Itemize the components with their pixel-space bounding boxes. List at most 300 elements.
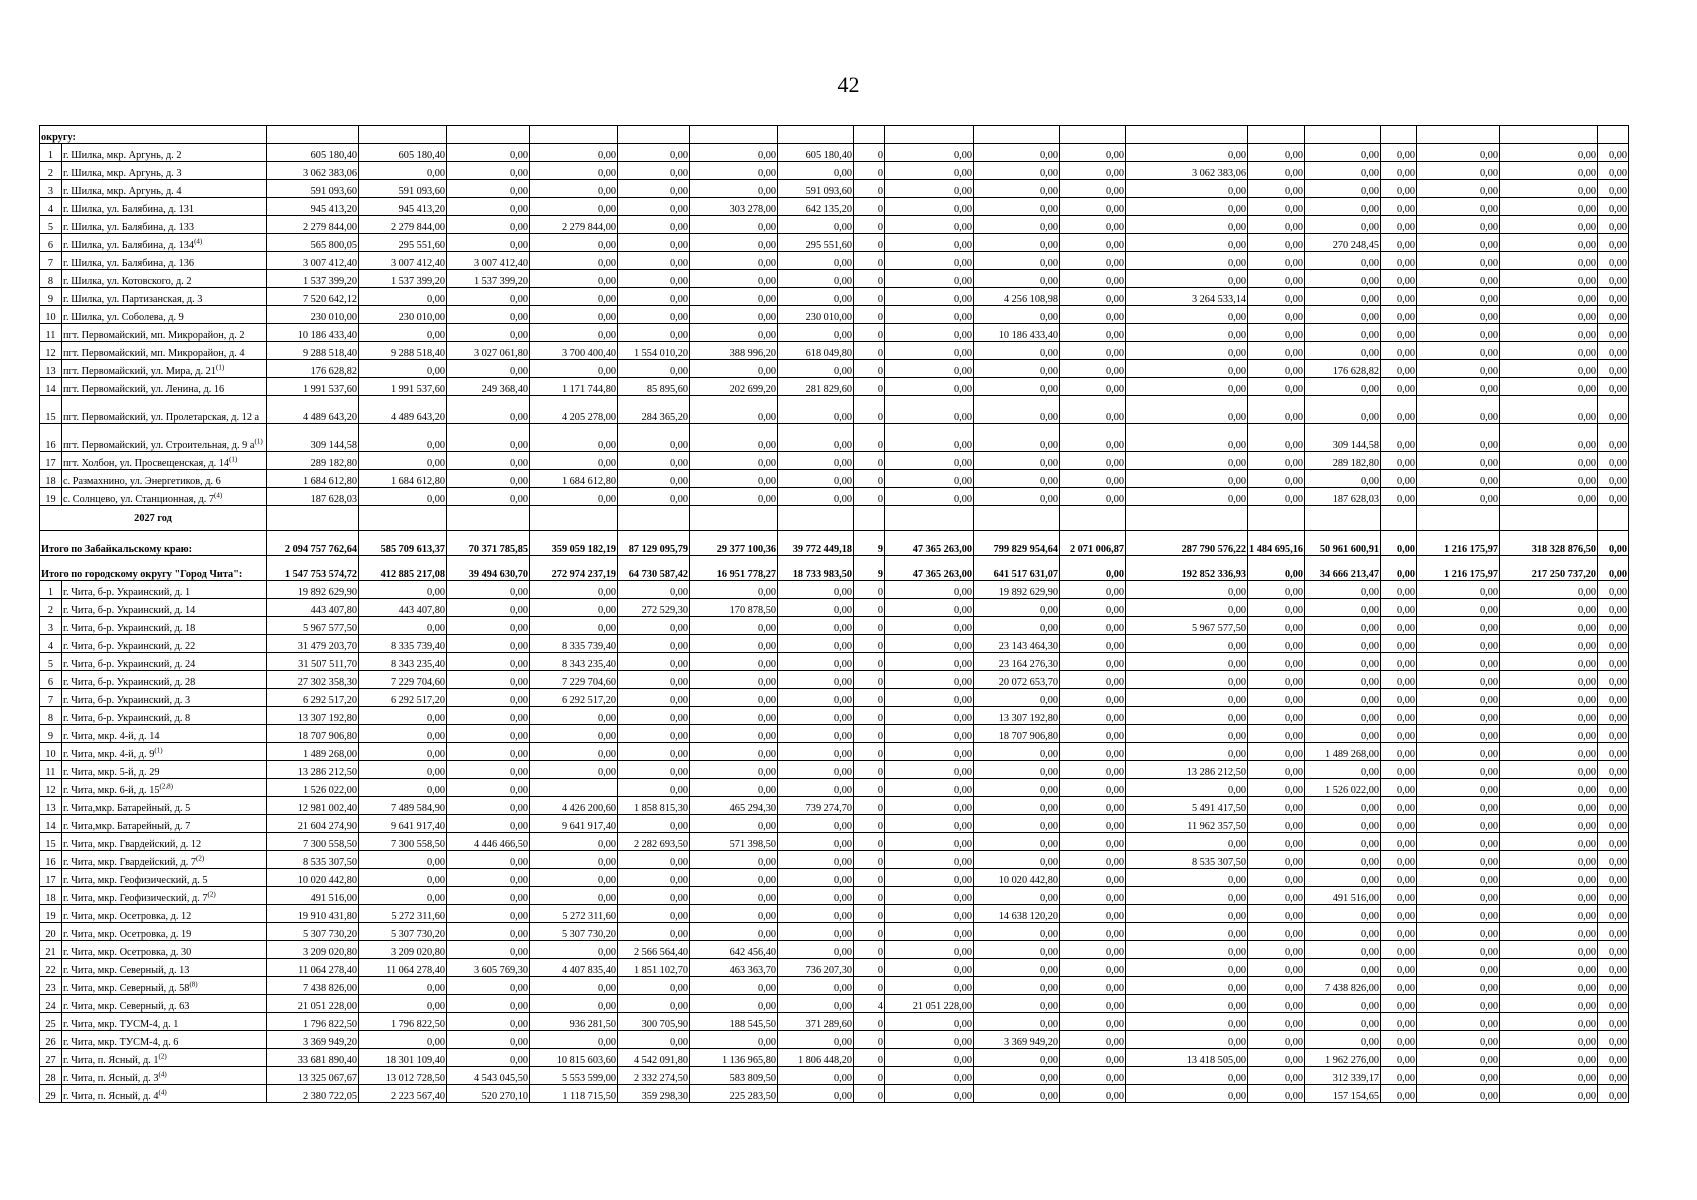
total-value-cell: 217 250 737,20: [1500, 556, 1598, 581]
value-cell: 520 270,10: [447, 1085, 530, 1103]
value-cell: 0,00: [1598, 324, 1629, 342]
value-cell: 0,00: [1381, 452, 1417, 470]
value-cell: 0,00: [1060, 470, 1126, 488]
value-cell: 0,00: [447, 424, 530, 452]
value-cell: 0,00: [1598, 1085, 1629, 1103]
value-cell: 0,00: [1126, 198, 1248, 216]
value-cell: 188 545,50: [690, 1013, 778, 1031]
value-cell: 0,00: [690, 396, 778, 424]
value-cell: 0,00: [1126, 905, 1248, 923]
value-cell: 0,00: [359, 581, 447, 599]
total-value-cell: 318 328 876,50: [1500, 531, 1598, 556]
value-cell: 0,00: [1060, 1049, 1126, 1067]
value-cell: 0,00: [885, 324, 974, 342]
value-cell: 187 628,03: [1305, 488, 1381, 506]
value-cell: 0,00: [778, 905, 854, 923]
table-row: [40, 1031, 1629, 1049]
value-cell: 7 438 826,00: [1305, 977, 1381, 995]
value-cell: 0,00: [974, 360, 1060, 378]
value-cell: 0,00: [447, 725, 530, 743]
value-cell: 0,00: [778, 671, 854, 689]
value-cell: 642 135,20: [778, 198, 854, 216]
value-cell: 0,00: [1500, 452, 1598, 470]
value-cell: 7 520 642,12: [267, 288, 359, 306]
value-cell: 565 800,05: [267, 234, 359, 252]
table-row: [40, 779, 1629, 797]
footnote-marker: (4): [158, 1070, 167, 1079]
value-cell: 0,00: [1060, 270, 1126, 288]
value-cell: 0,00: [1598, 851, 1629, 869]
section-label: округу:: [40, 126, 267, 144]
value-cell: 0: [854, 424, 885, 452]
value-cell: 8 335 739,40: [359, 635, 447, 653]
value-cell: 7 229 704,60: [359, 671, 447, 689]
value-cell: 0,00: [1500, 851, 1598, 869]
address-cell: [62, 743, 267, 761]
value-cell: 0,00: [359, 869, 447, 887]
address-text: г. Чита,мкр. Батарейный, д. 5: [63, 803, 191, 814]
value-cell: 0,00: [530, 452, 618, 470]
value-cell: 0,00: [1500, 941, 1598, 959]
value-cell: 0,00: [618, 424, 690, 452]
total-value-cell: 18 733 983,50: [778, 556, 854, 581]
value-cell: 0,00: [1126, 470, 1248, 488]
value-cell: 0,00: [690, 216, 778, 234]
page-number: 42: [837, 72, 860, 97]
total-value-cell: 2 094 757 762,64: [267, 531, 359, 556]
value-cell: 0,00: [1248, 396, 1305, 424]
empty-cell: [1500, 126, 1598, 144]
value-cell: 0,00: [1598, 743, 1629, 761]
value-cell: 0,00: [1381, 941, 1417, 959]
value-cell: 0,00: [1381, 1031, 1417, 1049]
address-text: г. Чита, мкр. ТУСМ-4, д. 1: [63, 1019, 179, 1030]
total-value-cell: 50 961 600,91: [1305, 531, 1381, 556]
value-cell: 0,00: [974, 252, 1060, 270]
value-cell: 0,00: [1500, 887, 1598, 905]
housing-repair-table: [39, 125, 1629, 1103]
value-cell: 0,00: [1500, 144, 1598, 162]
table-row: [40, 180, 1629, 198]
value-cell: 0,00: [1381, 1013, 1417, 1031]
value-cell: 0,00: [1305, 581, 1381, 599]
address-cell: [62, 977, 267, 995]
table-body: [40, 126, 1629, 1103]
value-cell: 10 815 603,60: [530, 1049, 618, 1067]
total-value-cell: 34 666 213,47: [1305, 556, 1381, 581]
footnote-marker: (4): [194, 237, 203, 246]
value-cell: 0,00: [885, 725, 974, 743]
value-cell: 0,00: [1417, 815, 1500, 833]
value-cell: 0,00: [1500, 725, 1598, 743]
value-cell: 0,00: [1500, 252, 1598, 270]
row-number: 20: [40, 923, 62, 941]
value-cell: 0,00: [1060, 488, 1126, 506]
empty-cell: [1305, 126, 1381, 144]
table-row: [40, 599, 1629, 617]
value-cell: 0,00: [1598, 216, 1629, 234]
value-cell: 0,00: [1248, 470, 1305, 488]
value-cell: 0,00: [1248, 671, 1305, 689]
value-cell: 0,00: [618, 617, 690, 635]
value-cell: 0,00: [618, 488, 690, 506]
value-cell: 13 418 505,00: [1126, 1049, 1248, 1067]
address-cell: [62, 198, 267, 216]
value-cell: 0,00: [1500, 288, 1598, 306]
value-cell: 0,00: [1598, 288, 1629, 306]
table-row: [40, 743, 1629, 761]
address-cell: [62, 288, 267, 306]
value-cell: 7 229 704,60: [530, 671, 618, 689]
value-cell: 0,00: [1060, 869, 1126, 887]
value-cell: 0,00: [1305, 959, 1381, 977]
table-row: [40, 234, 1629, 252]
total-value-cell: 359 059 182,19: [530, 531, 618, 556]
value-cell: 0,00: [1126, 869, 1248, 887]
value-cell: 0,00: [690, 470, 778, 488]
value-cell: 0,00: [1305, 470, 1381, 488]
table-row: [40, 959, 1629, 977]
value-cell: 0,00: [1305, 198, 1381, 216]
value-cell: 0,00: [1126, 306, 1248, 324]
value-cell: 0: [854, 779, 885, 797]
address-text: г. Чита, мкр. 5-й, д. 29: [63, 767, 160, 778]
value-cell: 0,00: [447, 815, 530, 833]
value-cell: 0,00: [1598, 977, 1629, 995]
value-cell: 0,00: [1126, 833, 1248, 851]
value-cell: 0: [854, 288, 885, 306]
address-cell: [62, 424, 267, 452]
value-cell: 0,00: [1500, 324, 1598, 342]
address-text: г. Чита, мкр. 4-й, д. 14: [63, 731, 160, 742]
value-cell: 0,00: [1305, 1013, 1381, 1031]
value-cell: 12 981 002,40: [267, 797, 359, 815]
value-cell: 0,00: [1248, 635, 1305, 653]
value-cell: 3 027 061,80: [447, 342, 530, 360]
row-number: 4: [40, 198, 62, 216]
value-cell: 23 143 464,30: [974, 635, 1060, 653]
empty-cell: [974, 506, 1060, 531]
value-cell: 289 182,80: [1305, 452, 1381, 470]
table-row: [40, 198, 1629, 216]
value-cell: 0,00: [778, 851, 854, 869]
value-cell: 0,00: [1126, 1067, 1248, 1085]
value-cell: 0,00: [1598, 959, 1629, 977]
value-cell: 7 438 826,00: [267, 977, 359, 995]
table-row: [40, 252, 1629, 270]
value-cell: 0,00: [974, 488, 1060, 506]
value-cell: 0,00: [1381, 288, 1417, 306]
value-cell: 0,00: [885, 470, 974, 488]
section-header-row: [40, 126, 1629, 144]
value-cell: 0,00: [618, 923, 690, 941]
value-cell: 0,00: [1598, 144, 1629, 162]
value-cell: 0,00: [1248, 941, 1305, 959]
value-cell: 0,00: [1500, 779, 1598, 797]
address-cell: [62, 779, 267, 797]
value-cell: 0,00: [1500, 470, 1598, 488]
value-cell: 0,00: [1248, 743, 1305, 761]
value-cell: 0,00: [447, 635, 530, 653]
footnote-marker: (2): [158, 1052, 167, 1061]
value-cell: 0,00: [1248, 689, 1305, 707]
row-number: 10: [40, 306, 62, 324]
total-value-cell: 0,00: [1060, 556, 1126, 581]
address-cell: [62, 581, 267, 599]
value-cell: 0,00: [447, 288, 530, 306]
table-row: [40, 851, 1629, 869]
table-row: [40, 617, 1629, 635]
value-cell: 312 339,17: [1305, 1067, 1381, 1085]
value-cell: 0,00: [1417, 995, 1500, 1013]
value-cell: 3 209 020,80: [267, 941, 359, 959]
value-cell: 0,00: [1500, 270, 1598, 288]
value-cell: 0,00: [618, 851, 690, 869]
table-row: [40, 923, 1629, 941]
value-cell: 0,00: [447, 923, 530, 941]
value-cell: 0,00: [359, 360, 447, 378]
value-cell: 0,00: [690, 288, 778, 306]
empty-cell: [447, 126, 530, 144]
address-text: г. Чита, б-р. Украинский, д. 8: [63, 713, 191, 724]
value-cell: 0,00: [1500, 1085, 1598, 1103]
value-cell: 0,00: [1060, 424, 1126, 452]
value-cell: 0,00: [1598, 815, 1629, 833]
value-cell: 0,00: [1598, 779, 1629, 797]
address-cell: [62, 270, 267, 288]
value-cell: 0,00: [885, 671, 974, 689]
value-cell: 0,00: [1060, 923, 1126, 941]
value-cell: 5 307 730,20: [530, 923, 618, 941]
row-number: 21: [40, 941, 62, 959]
value-cell: 0,00: [885, 851, 974, 869]
value-cell: 5 967 577,50: [1126, 617, 1248, 635]
value-cell: 0,00: [1417, 635, 1500, 653]
address-text: г. Чита, б-р. Украинский, д. 14: [63, 605, 196, 616]
value-cell: 0,00: [1500, 977, 1598, 995]
value-cell: 0,00: [530, 707, 618, 725]
total-value-cell: 0,00: [1381, 531, 1417, 556]
value-cell: 0,00: [1381, 396, 1417, 424]
value-cell: 0,00: [778, 617, 854, 635]
value-cell: 0,00: [1381, 797, 1417, 815]
value-cell: 0,00: [885, 216, 974, 234]
value-cell: 443 407,80: [359, 599, 447, 617]
empty-cell: [447, 506, 530, 531]
value-cell: 0,00: [1305, 671, 1381, 689]
value-cell: 0,00: [359, 779, 447, 797]
address-text: г. Чита, мкр. Гвардейский, д. 7: [63, 857, 197, 868]
value-cell: 0,00: [1500, 162, 1598, 180]
value-cell: 13 012 728,50: [359, 1067, 447, 1085]
address-cell: [62, 617, 267, 635]
value-cell: 0,00: [1060, 180, 1126, 198]
value-cell: 0,00: [1060, 1013, 1126, 1031]
value-cell: 0,00: [359, 995, 447, 1013]
value-cell: 0,00: [618, 869, 690, 887]
row-number: 13: [40, 360, 62, 378]
value-cell: 3 700 400,40: [530, 342, 618, 360]
empty-cell: [778, 126, 854, 144]
value-cell: 0,00: [690, 743, 778, 761]
value-cell: 605 180,40: [359, 144, 447, 162]
value-cell: 0,00: [618, 977, 690, 995]
value-cell: 3 007 412,40: [267, 252, 359, 270]
value-cell: 0,00: [359, 324, 447, 342]
value-cell: 0,00: [530, 977, 618, 995]
value-cell: 4 205 278,00: [530, 396, 618, 424]
value-cell: 0,00: [1598, 360, 1629, 378]
value-cell: 0,00: [530, 941, 618, 959]
value-cell: 272 529,30: [618, 599, 690, 617]
value-cell: 0,00: [1248, 815, 1305, 833]
value-cell: 0,00: [1305, 306, 1381, 324]
value-cell: 0,00: [1417, 653, 1500, 671]
value-cell: 0,00: [1060, 707, 1126, 725]
value-cell: 1 796 822,50: [267, 1013, 359, 1031]
value-cell: 371 289,60: [778, 1013, 854, 1031]
value-cell: 0,00: [690, 977, 778, 995]
address-text: г. Чита, б-р. Украинский, д. 18: [63, 623, 196, 634]
empty-cell: [1248, 126, 1305, 144]
value-cell: 0: [854, 252, 885, 270]
row-number: 27: [40, 1049, 62, 1067]
value-cell: 0,00: [1417, 851, 1500, 869]
value-cell: 0,00: [1381, 815, 1417, 833]
value-cell: 0,00: [1381, 216, 1417, 234]
value-cell: 0,00: [447, 617, 530, 635]
value-cell: 0,00: [447, 599, 530, 617]
value-cell: 0,00: [1060, 617, 1126, 635]
value-cell: 33 681 890,40: [267, 1049, 359, 1067]
value-cell: 0,00: [1417, 288, 1500, 306]
address-cell: [62, 360, 267, 378]
row-number: 19: [40, 905, 62, 923]
value-cell: 0,00: [447, 234, 530, 252]
value-cell: 0,00: [690, 725, 778, 743]
value-cell: 0,00: [1126, 725, 1248, 743]
address-cell: [62, 1085, 267, 1103]
value-cell: 10 186 433,40: [267, 324, 359, 342]
value-cell: 0,00: [1305, 635, 1381, 653]
value-cell: 936 281,50: [530, 1013, 618, 1031]
value-cell: 0,00: [1417, 270, 1500, 288]
value-cell: 0,00: [1060, 360, 1126, 378]
value-cell: 0,00: [885, 653, 974, 671]
value-cell: 0,00: [1598, 581, 1629, 599]
value-cell: 0,00: [1126, 779, 1248, 797]
value-cell: 10 186 433,40: [974, 324, 1060, 342]
value-cell: 5 272 311,60: [530, 905, 618, 923]
value-cell: 0,00: [1381, 488, 1417, 506]
value-cell: 0,00: [1598, 905, 1629, 923]
address-cell: [62, 599, 267, 617]
value-cell: 0,00: [447, 941, 530, 959]
value-cell: 0,00: [1126, 1085, 1248, 1103]
value-cell: 27 302 358,30: [267, 671, 359, 689]
value-cell: 0,00: [778, 743, 854, 761]
value-cell: 0,00: [1598, 617, 1629, 635]
address-text: г. Чита, б-р. Украинский, д. 1: [63, 587, 191, 598]
total-value-cell: 2 071 006,87: [1060, 531, 1126, 556]
value-cell: 0,00: [359, 977, 447, 995]
value-cell: 0,00: [1248, 162, 1305, 180]
value-cell: 0: [854, 581, 885, 599]
value-cell: 0,00: [690, 779, 778, 797]
value-cell: 0,00: [690, 707, 778, 725]
value-cell: 0,00: [885, 396, 974, 424]
value-cell: 0,00: [974, 689, 1060, 707]
empty-cell: [885, 506, 974, 531]
total-value-cell: 39 494 630,70: [447, 556, 530, 581]
empty-cell: [1126, 126, 1248, 144]
value-cell: 0,00: [1060, 216, 1126, 234]
value-cell: 0,00: [1381, 470, 1417, 488]
row-number: 9: [40, 288, 62, 306]
value-cell: 0,00: [1381, 324, 1417, 342]
table-row: [40, 725, 1629, 743]
value-cell: 10 020 442,80: [267, 869, 359, 887]
value-cell: 0,00: [1305, 869, 1381, 887]
value-cell: 0,00: [530, 995, 618, 1013]
value-cell: 0,00: [1060, 234, 1126, 252]
value-cell: 0,00: [885, 270, 974, 288]
table-row: [40, 1049, 1629, 1067]
value-cell: 0,00: [885, 635, 974, 653]
value-cell: 0: [854, 198, 885, 216]
row-number: 25: [40, 1013, 62, 1031]
value-cell: 0,00: [1598, 599, 1629, 617]
address-cell: [62, 869, 267, 887]
value-cell: 0,00: [1248, 378, 1305, 396]
value-cell: 0,00: [1060, 905, 1126, 923]
value-cell: 0: [854, 635, 885, 653]
address-cell: [62, 761, 267, 779]
address-text: г. Шилка, мкр. Аргунь, д. 2: [63, 150, 182, 161]
empty-cell: [974, 126, 1060, 144]
value-cell: 0,00: [1381, 905, 1417, 923]
value-cell: 736 207,30: [778, 959, 854, 977]
value-cell: 0,00: [885, 162, 974, 180]
row-number: 8: [40, 270, 62, 288]
value-cell: 0,00: [447, 360, 530, 378]
address-text: г. Чита, мкр. Осетровка, д. 12: [63, 911, 192, 922]
value-cell: 0,00: [974, 378, 1060, 396]
value-cell: 176 628,82: [1305, 360, 1381, 378]
value-cell: 0,00: [1598, 1067, 1629, 1085]
value-cell: 0,00: [778, 599, 854, 617]
value-cell: 0,00: [618, 452, 690, 470]
value-cell: 0,00: [1381, 959, 1417, 977]
address-text: г. Чита, мкр. Гвардейский, д. 12: [63, 839, 202, 850]
value-cell: 0,00: [530, 144, 618, 162]
value-cell: 0,00: [778, 1031, 854, 1049]
value-cell: 0,00: [1381, 833, 1417, 851]
value-cell: 0: [854, 1085, 885, 1103]
value-cell: 0,00: [1500, 617, 1598, 635]
value-cell: 0,00: [1598, 761, 1629, 779]
value-cell: 0,00: [1381, 1067, 1417, 1085]
value-cell: 0,00: [1500, 424, 1598, 452]
value-cell: 1 991 537,60: [359, 378, 447, 396]
value-cell: 0,00: [885, 869, 974, 887]
value-cell: 0,00: [885, 941, 974, 959]
value-cell: 0,00: [1060, 635, 1126, 653]
footnote-marker: (8): [189, 980, 198, 989]
value-cell: 0,00: [778, 452, 854, 470]
value-cell: 0,00: [1500, 378, 1598, 396]
total-value-cell: 272 974 237,19: [530, 556, 618, 581]
